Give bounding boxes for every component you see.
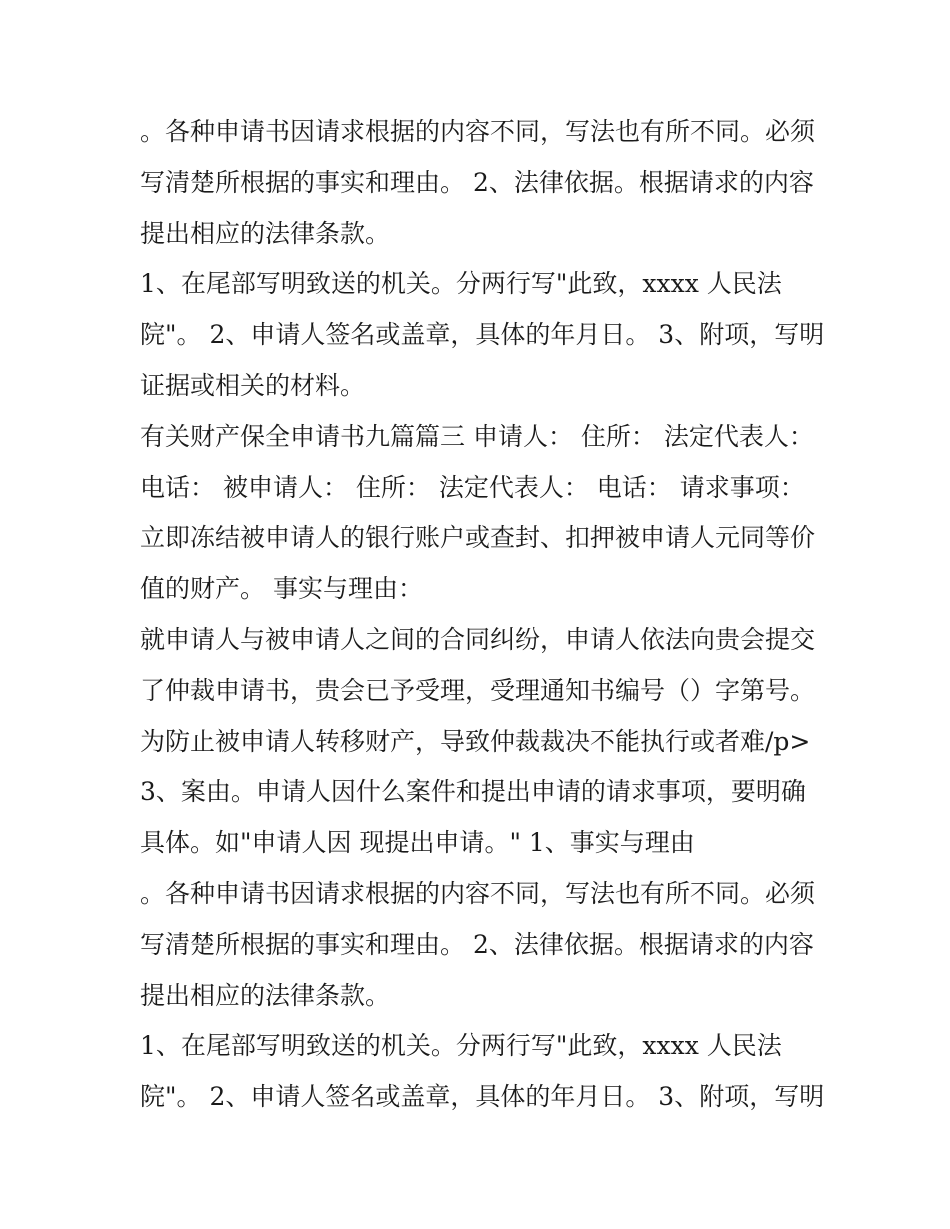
text-line-8: 电话： 被申请人： 住所： 法定代表人： 电话： 请求事项： (140, 472, 805, 502)
text-line-18: 提出相应的法律条款。 (140, 980, 391, 1010)
text-line-1: 。各种申请书因请求根据的内容不同，写法也有所不同。必须 (140, 117, 816, 146)
document-body (140, 107, 825, 1123)
text-line-4: 1、在尾部写明致送的机关。分两行写"此致，xxxx 人民法 (140, 269, 782, 299)
text-line-13: 为防止被申请人转移财产，导致仲裁裁决不能执行或者难/p> (140, 726, 811, 756)
text-line-16: 。各种申请书因请求根据的内容不同，写法也有所不同。必须 (140, 878, 816, 908)
text-line-5: 院"。 2、申请人签名或盖章，具体的年月日。 3、附项，写明 (140, 320, 825, 350)
text-line-3: 提出相应的法律条款。 (140, 218, 391, 248)
text-line-7: 有关财产保全申请书九篇篇三 申请人： 住所： 法定代表人： (140, 421, 814, 451)
text-line-19: 1、在尾部写明致送的机关。分两行写"此致，xxxx 人民法 (140, 1031, 782, 1061)
text-line-20: 院"。 2、申请人签名或盖章，具体的年月日。 3、附项，写明 (140, 1082, 825, 1112)
text-line-11: 就申请人与被申请人之间的合同纠纷，申请人依法向贵会提交 (140, 624, 816, 654)
text-line-9: 立即冻结被申请人的银行账户或查封、扣押被申请人元同等价 (140, 523, 816, 553)
text-line-10: 值的财产。 事实与理由： (140, 574, 423, 604)
text-line-15: 具体。如"申请人因 现提出申请。" 1、事实与理由 (140, 828, 695, 858)
text-line-6: 证据或相关的材料。 (140, 370, 366, 400)
text-line-17: 写清楚所根据的事实和理由。 2、法律依据。根据请求的内容 (140, 929, 814, 959)
text-line-14: 3、案由。申请人因什么案件和提出申请的请求事项，要明确 (140, 777, 806, 807)
text-line-2: 写清楚所根据的事实和理由。 2、法律依据。根据请求的内容 (140, 167, 814, 197)
text-line-12: 了仲裁申请书，贵会已予受理，受理通知书编号（）字第号。 (140, 675, 816, 705)
